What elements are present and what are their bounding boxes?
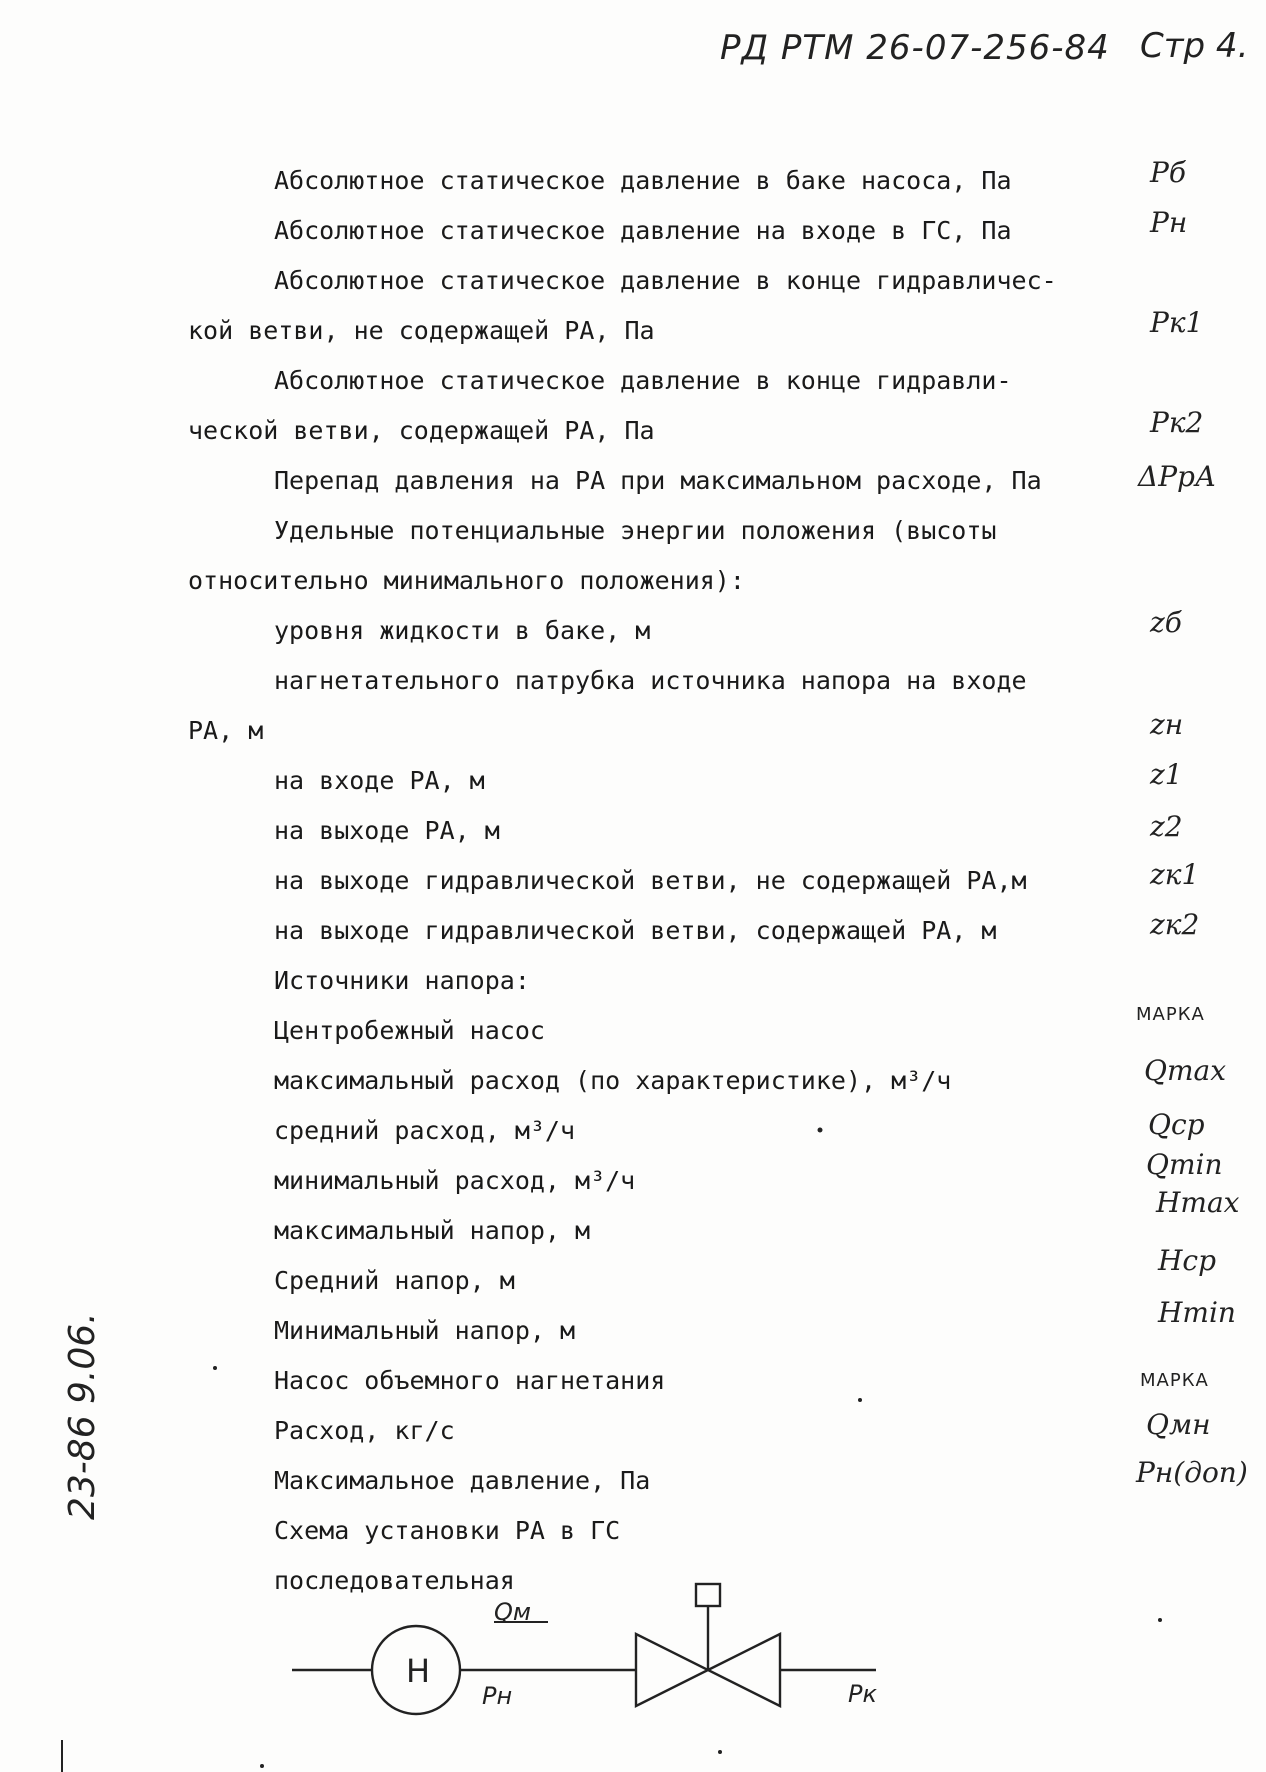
symbol: z1 <box>1150 758 1183 791</box>
text-line: Абсолютное статическое давление на входе в ГС, Па <box>274 216 1012 245</box>
text-line: на входе РА, м <box>274 766 485 795</box>
text-line: Расход, кг/с <box>274 1416 455 1445</box>
scan-speck <box>260 1764 264 1768</box>
text-line: уровня жидкости в баке, м <box>274 616 651 645</box>
valve-right-triangle <box>708 1634 780 1706</box>
scan-speck <box>718 1750 722 1754</box>
symbol: Qмн <box>1146 1408 1211 1441</box>
symbol: Pн(доп) <box>1136 1456 1248 1489</box>
page-number: Стр 4. <box>1140 26 1249 66</box>
text-line: на выходе гидравлической ветви, содержащей РА, м <box>274 916 997 945</box>
symbol: z2 <box>1150 810 1183 843</box>
text-line: Абсолютное статическое давление в баке насоса, Па <box>274 166 1012 195</box>
text-line: Источники напора: <box>274 966 530 995</box>
margin-annotation: 23-86 9.06. <box>62 1312 103 1520</box>
pump-label: H <box>406 1652 431 1690</box>
outlet-pressure-label: Pк <box>848 1680 877 1708</box>
symbol: Hmin <box>1158 1296 1236 1329</box>
inlet-pressure-label: Pн <box>482 1682 513 1710</box>
text-line: Минимальный напор, м <box>274 1316 576 1345</box>
symbol: zк2 <box>1150 908 1200 941</box>
symbol: zк1 <box>1150 858 1200 891</box>
symbol: Pб <box>1150 156 1186 189</box>
symbol: Qmax <box>1144 1054 1226 1087</box>
text-line: максимальный напор, м <box>274 1216 591 1245</box>
symbol: Qср <box>1148 1108 1205 1141</box>
symbol: Qmin <box>1146 1148 1223 1181</box>
text-line: на выходе гидравлической ветви, не содержащей РА,м <box>274 866 1027 895</box>
text-line: Абсолютное статическое давление в конце гидравли- <box>274 366 1012 395</box>
symbol: МАРКА <box>1136 1004 1205 1025</box>
symbol: Pк2 <box>1150 406 1204 439</box>
text-line: относительно минимального положения): <box>188 566 745 595</box>
text-line: Перепад давления на РА при максимальном расходе, Па <box>274 466 1042 495</box>
text-line: на выходе РА, м <box>274 816 500 845</box>
symbol: Hmax <box>1156 1186 1240 1219</box>
document-code: РД РТМ 26-07-256-84 <box>720 28 1110 68</box>
scan-speck <box>818 1128 823 1133</box>
symbol: zб <box>1150 606 1182 639</box>
text-line: РА, м <box>188 716 264 745</box>
symbol: Hср <box>1158 1244 1217 1277</box>
text-line: нагнетательного патрубка источника напора на входе <box>274 666 1027 695</box>
scan-speck <box>858 1398 862 1402</box>
text-line: Насос объемного нагнетания <box>274 1366 666 1395</box>
symbol: Pн <box>1150 206 1188 239</box>
flow-label: Qм <box>494 1598 531 1626</box>
text-line: минимальный расход, м³/ч <box>274 1166 636 1195</box>
text-line: Максимальное давление, Па <box>274 1466 651 1495</box>
text-line: Центробежный насос <box>274 1016 545 1045</box>
valve-actuator <box>696 1584 720 1606</box>
text-line: Удельные потенциальные энергии положения (высоты <box>274 516 997 545</box>
text-line: Схема установки РА в ГС <box>274 1516 621 1545</box>
text-line: Абсолютное статическое давление в конце гидравличес- <box>274 266 1057 295</box>
text-line: максимальный расход (по характеристике), м³/ч <box>274 1066 952 1095</box>
text-line: средний расход, м³/ч <box>274 1116 576 1145</box>
valve-left-triangle <box>636 1634 708 1706</box>
text-line: последовательная <box>274 1566 515 1595</box>
scan-speck <box>1158 1618 1162 1622</box>
symbol: ΔPрА <box>1138 460 1217 493</box>
text-line: кой ветви, не содержащей РА, Па <box>188 316 655 345</box>
symbol: zн <box>1150 708 1184 741</box>
symbol: Pк1 <box>1150 306 1204 339</box>
text-line: ческой ветви, содержащей РА, Па <box>188 416 655 445</box>
symbol: МАРКА <box>1140 1370 1209 1391</box>
scan-speck <box>213 1366 217 1370</box>
text-line: Средний напор, м <box>274 1266 515 1295</box>
